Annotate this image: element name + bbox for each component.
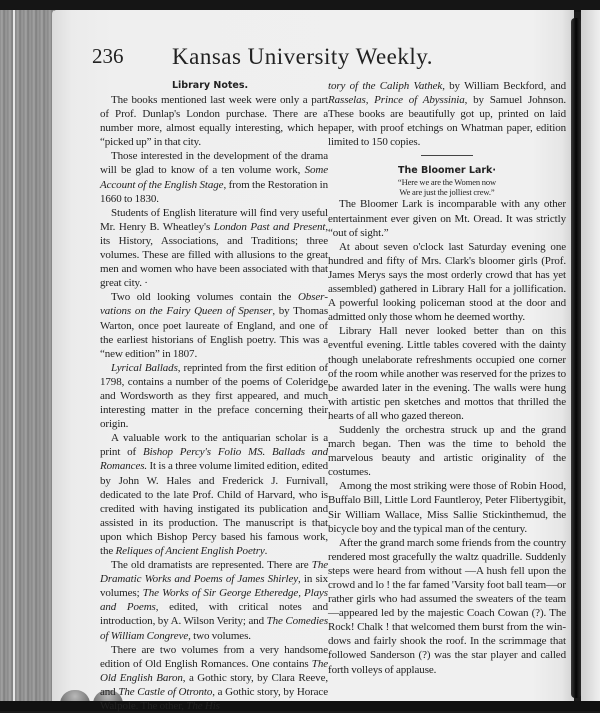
text-run: The Bloomer Lark is incomparable with any other entertainment ever given on Mt. Oread. It was strictly “out of sight.” xyxy=(328,198,566,239)
paragraph xyxy=(328,197,566,239)
paragraph xyxy=(328,79,566,149)
section-divider xyxy=(421,155,473,156)
facing-page-edge xyxy=(581,10,600,703)
article-heading-bloomer-lark: The Bloomer Lark· xyxy=(398,165,496,177)
text-run: , in six volumes; xyxy=(100,573,329,600)
paragraph xyxy=(100,290,328,360)
text-run: After the grand march some friends from the country rendered most gracefully the waltz quadrille. Suddenly steps were heard from without —A hush fell upon the crowd and lo ! the far famed 'Varsity foot ball team—or rather girls who had assumed the sweaters of the team—appeared led by the majestic Coach Cowan (?). The Rock! Chalk ! that welcomed them burst from the windows and fairly shook the roof. In the scrimmage that followed Sanderson (?) was the star player and called forth volleys of applause. xyxy=(328,536,566,676)
text-run: , its History, Associations, and Traditions; three volumes. These are filled with allusions to the great men and women who have been associated with that great city. · xyxy=(100,220,328,290)
paragraph xyxy=(100,206,328,291)
paragraph xyxy=(100,361,328,431)
paragraph xyxy=(328,536,566,677)
epigraph-line: “Here we are the Women now xyxy=(397,177,497,188)
italic-title: Reliques of Ancient English Poetry xyxy=(115,545,265,557)
paragraph xyxy=(100,93,328,149)
page-edge-highlight xyxy=(13,10,15,703)
text-run: Suddenly the orchestra struck up and the grand march began. Then was the time to behold the marvelous beauty and artistic originality of the costumes. xyxy=(328,423,566,479)
text-run: , by Thomas Warton, once poet laureate of England, and one of the earliest historians of English poetry. This was a “new edition” in 1807. xyxy=(100,305,328,360)
text-run: Among the most striking were those of Robin Hood, Buffalo Bill, Little Lord Fauntleroy, Peter Flibertygibit, Sir William Wallace, Miss Sallie Stickinthemud, the bicycle boy and the typical man of the century. xyxy=(328,480,566,535)
text-run: , by Samuel Johnson. These books are beautifully got up, printed on laid paper, with proof etchings on Whatman paper, edition limited to 150 copies. xyxy=(328,94,566,149)
paragraph xyxy=(100,558,328,643)
text-run: The books mentioned last week were only a part of Prof. Dunlap's London purchase. There are a number more, almost equally interesting, which he “picked up” in that city. xyxy=(100,94,328,149)
italic-title: The Comedies of William Congreve xyxy=(100,615,328,642)
paragraph xyxy=(100,149,328,205)
text-run: , reprinted from the first edition of 1798, contains a number of the poems of Coleridge and Wordsworth as they first appeared, and much interesting matter in the preface concerning their origin. xyxy=(100,361,328,431)
text-run: , a Gothic story, by Horace Walpole. The other, xyxy=(100,685,328,713)
text-run: , from the Restoration in 1660 to 1830. xyxy=(100,178,328,205)
paragraph xyxy=(328,240,566,325)
italic-title: The His xyxy=(186,700,220,713)
italic-title: London Past and Present xyxy=(213,220,326,233)
text-run: It is a three volume limited edition, edited by John W. Hales and Frederick J. Furnivall, dedicated to the late Prof. Child of Harvard, who is credited with having instigated its publication and assisted in its production. The manuscript is that upon which Bishop Percy based his famous work, the xyxy=(100,460,328,557)
text-run: Those interested in the development of the drama will be glad to know of a ten volume work, xyxy=(100,150,328,177)
text-run: . xyxy=(264,545,268,557)
italic-title: The Works of Sir George Etheredge, Plays and Poems xyxy=(100,587,328,614)
italic-title: The Castle of Otronto xyxy=(118,685,213,698)
text-run: , a Gothic story, by Clara Reeve, and xyxy=(100,671,329,698)
epigraph-line: We are just the jolliest crew.” xyxy=(399,186,495,197)
right-column xyxy=(328,79,566,677)
italic-title: Rasselas, Prince of Abyssinia xyxy=(328,94,465,107)
text-run: , two volumes. xyxy=(188,629,251,642)
text-run: , edited, with critical notes and introduction, by A. Wilson Verity; and xyxy=(100,601,328,628)
text-run: Library Hall never looked better than on this eventful evening. Little tables covered with the dainty though unelaborate refreshments occupied one corner of the room while another was reserved for the prizes to be awarded later in the evening. The walls were hung with artistic pen sketches and mottos that thrilled the hearts of all who gazed thereon. xyxy=(328,325,566,422)
italic-title: Lyrical Ballads xyxy=(111,361,178,374)
italic-title: Some Account of the English Stage xyxy=(100,164,328,191)
left-column xyxy=(100,79,328,713)
paragraph xyxy=(328,479,566,535)
page-edge-stack xyxy=(0,10,54,703)
page-number: 236 xyxy=(92,44,124,68)
paragraph xyxy=(328,324,566,423)
paragraph xyxy=(100,431,328,558)
running-head xyxy=(92,44,572,74)
journal-title: Kansas University Weekly. xyxy=(172,44,434,69)
italic-title: Bishop Percy's Folio MS. Ballads and Romances. xyxy=(100,446,328,473)
text-run: Two old looking volumes contain the xyxy=(111,291,298,304)
text-run: Students of English literature will find very useful Mr. Henry B. Wheatley's xyxy=(100,206,328,233)
text-run: , by William Beckford, and xyxy=(442,80,566,92)
text-run: There are two volumes from a very handsome edition of Old English Romances. One contains xyxy=(100,643,328,670)
italic-title: tory of the Caliph Vathek xyxy=(328,80,443,92)
italic-title: Observations on the Fairy Queen of Spenser xyxy=(100,291,328,318)
library-notes-continuation xyxy=(328,79,566,149)
text-run: A valuable work to the antiquarian scholar is a print of xyxy=(100,432,328,459)
paragraph xyxy=(328,423,566,479)
article-heading-library-notes: Library Notes. xyxy=(172,80,249,91)
library-notes-body xyxy=(100,93,328,713)
text-run: At about seven o'clock last Saturday evening one hundred and fifty of Mrs. Clark's bloomer girls (Prof. James Merys says the most orderly crowd that has yet assembled) gathered in Library Hall for a jollification. A powerful looking policeman stood at the door and admitted only those whom he deemed worthy. xyxy=(328,240,566,324)
italic-title: The Dramatic Works and Poems of James Shirley xyxy=(100,559,328,586)
bloomer-lark-body xyxy=(328,197,566,676)
book-binding-gutter xyxy=(571,18,581,698)
paragraph xyxy=(100,643,328,713)
italic-title: The Old English Baron xyxy=(100,657,328,684)
text-run: The old dramatists are represented. There are xyxy=(111,559,312,572)
